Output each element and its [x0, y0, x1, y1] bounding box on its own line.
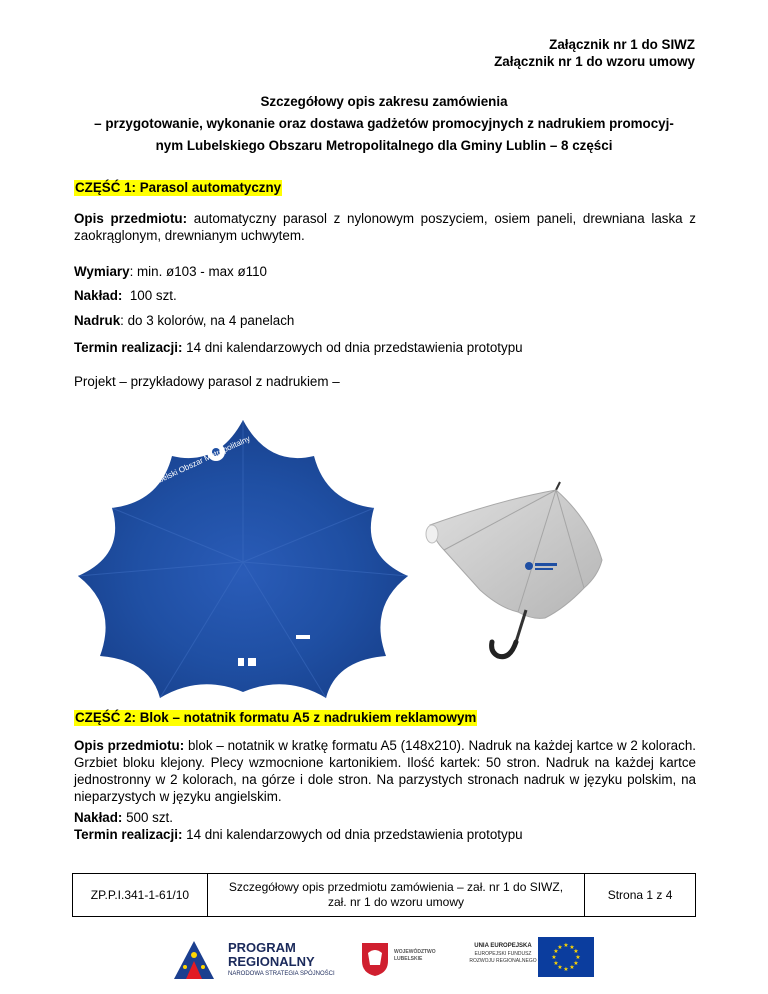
footer-reference: ZP.P.I.341-1-61/10	[73, 874, 208, 917]
svg-text:★: ★	[553, 948, 559, 955]
part2-heading: CZĘŚĆ 2: Blok – notatnik formatu A5 z nadrukiem reklamowym	[75, 710, 477, 725]
svg-text:★: ★	[573, 960, 579, 967]
part2-quantity	[74, 809, 696, 826]
title-line-3: nym Lubelskiego Obszaru Metropolitalnego dla Gminy Lublin – 8 części	[155, 138, 613, 153]
svg-text:★: ★	[553, 960, 559, 967]
umbrella-top-view-image	[68, 412, 418, 700]
title-line-1: Szczegółowy opis zakresu zamówienia	[260, 94, 508, 109]
eu-line-2: EUROPEJSKI FUNDUSZ	[474, 951, 532, 957]
part2-term	[74, 826, 696, 843]
svg-text:★: ★	[573, 948, 579, 955]
program-regional-logo-icon	[170, 939, 220, 981]
part1-term-label: Termin realizacji:	[74, 340, 183, 355]
umbrella-side-view-image	[420, 480, 610, 665]
part1-dim-text: : min. ø103 - max ø110	[129, 264, 268, 279]
part1-term-text: 14 dni kalendarzowych od dnia przedstawienia prototypu	[182, 340, 523, 355]
grey-umbrella-canopy	[430, 490, 602, 618]
part1-project-note: Projekt – przykładowy parasol z nadrukiem –	[74, 374, 340, 389]
part1-qty-text: 100 szt.	[122, 288, 177, 303]
voivodeship-coat-of-arms-icon	[360, 941, 390, 977]
part2-desc-label: Opis przedmiotu:	[74, 738, 185, 753]
footer-table	[72, 873, 696, 917]
svg-text:★: ★	[563, 966, 569, 973]
attachment-line-2: Załącznik nr 1 do wzoru umowy	[494, 54, 695, 69]
title-line-2: – przygotowanie, wykonanie oraz dostawa gadżetów promocyjnych z nadrukiem promocyj-	[94, 116, 674, 131]
grey-umbrella-logo-mark	[525, 562, 533, 570]
part2-qty-text: 500 szt.	[122, 810, 173, 825]
part1-desc-text: automatyczny parasol z nylonowym poszyciem, osiem paneli, drewniana laska z zaokrąglonym, drewnianym uchwytem.	[74, 211, 696, 243]
part1-dim-label: Wymiary	[74, 264, 130, 279]
program-title-1: PROGRAM	[228, 940, 296, 955]
part1-term	[74, 339, 696, 356]
footer-page-number: Strona 1 z 4	[585, 874, 696, 917]
part2-description	[74, 737, 696, 805]
part2-term-label: Termin realizacji:	[74, 827, 183, 842]
part1-description	[74, 210, 696, 244]
attachment-line-1: Załącznik nr 1 do SIWZ	[549, 37, 695, 52]
part2-qty-label: Nakład:	[74, 810, 123, 825]
part2-term-text: 14 dni kalendarzowych od dnia przedstawienia prototypu	[182, 827, 523, 842]
part2-desc-text: blok – notatnik w kratkę formatu A5 (148x210). Nadruk na każdej kartce w 2 kolorach. Grzbiet bloku klejony. Plecy wzmocnione kartonikiem. Ilość kartek: 50 stron. Nadruk na każdej kartce jednostronny w 2 kolorach, na górze i dole stron. Na parzystych stronach nadruk w języku polskim, na nieparzystych w języku angielskim.	[74, 738, 696, 804]
program-title-2: REGIONALNY	[228, 954, 315, 969]
eu-line-3: ROZWOJU REGIONALNEGO	[469, 958, 537, 964]
umbrella-logo-text: Lubelski Obszar Metropolitalny	[148, 433, 252, 489]
program-subtitle: NARODOWA STRATEGIA SPÓJNOŚCI	[228, 971, 335, 977]
part1-print-label: Nadruk	[74, 313, 121, 328]
svg-text:★: ★	[551, 954, 557, 961]
document-title	[70, 91, 698, 157]
footer-description: Szczegółowy opis przedmiotu zamówienia – zał. nr 1 do SIWZ, zał. nr 1 do wzoru umowy	[207, 874, 584, 917]
svg-text:★: ★	[563, 942, 569, 949]
svg-text:★: ★	[569, 944, 575, 951]
part1-qty-label: Nakład:	[74, 288, 123, 303]
svg-text:★: ★	[557, 964, 563, 971]
part1-quantity	[74, 287, 696, 304]
svg-text:★: ★	[557, 944, 563, 951]
voivodeship-line-1: WOJEWÓDZTWO	[394, 949, 436, 955]
part1-desc-label: Opis przedmiotu:	[74, 211, 188, 226]
part1-dimensions	[74, 263, 696, 280]
voivodeship-line-2: LUBELSKIE	[394, 956, 423, 962]
part1-print-text: : do 3 kolorów, na 4 panelach	[120, 313, 295, 328]
umbrella-handle	[492, 642, 516, 657]
eu-line-1: UNIA EUROPEJSKA	[474, 943, 532, 949]
svg-text:★: ★	[569, 964, 575, 971]
part1-heading: CZĘŚĆ 1: Parasol automatyczny	[75, 180, 282, 195]
attachment-header	[494, 36, 695, 70]
svg-text:★: ★	[575, 954, 581, 961]
eu-flag-icon	[538, 937, 594, 977]
funding-logos	[0, 935, 768, 985]
part1-print	[74, 312, 696, 329]
